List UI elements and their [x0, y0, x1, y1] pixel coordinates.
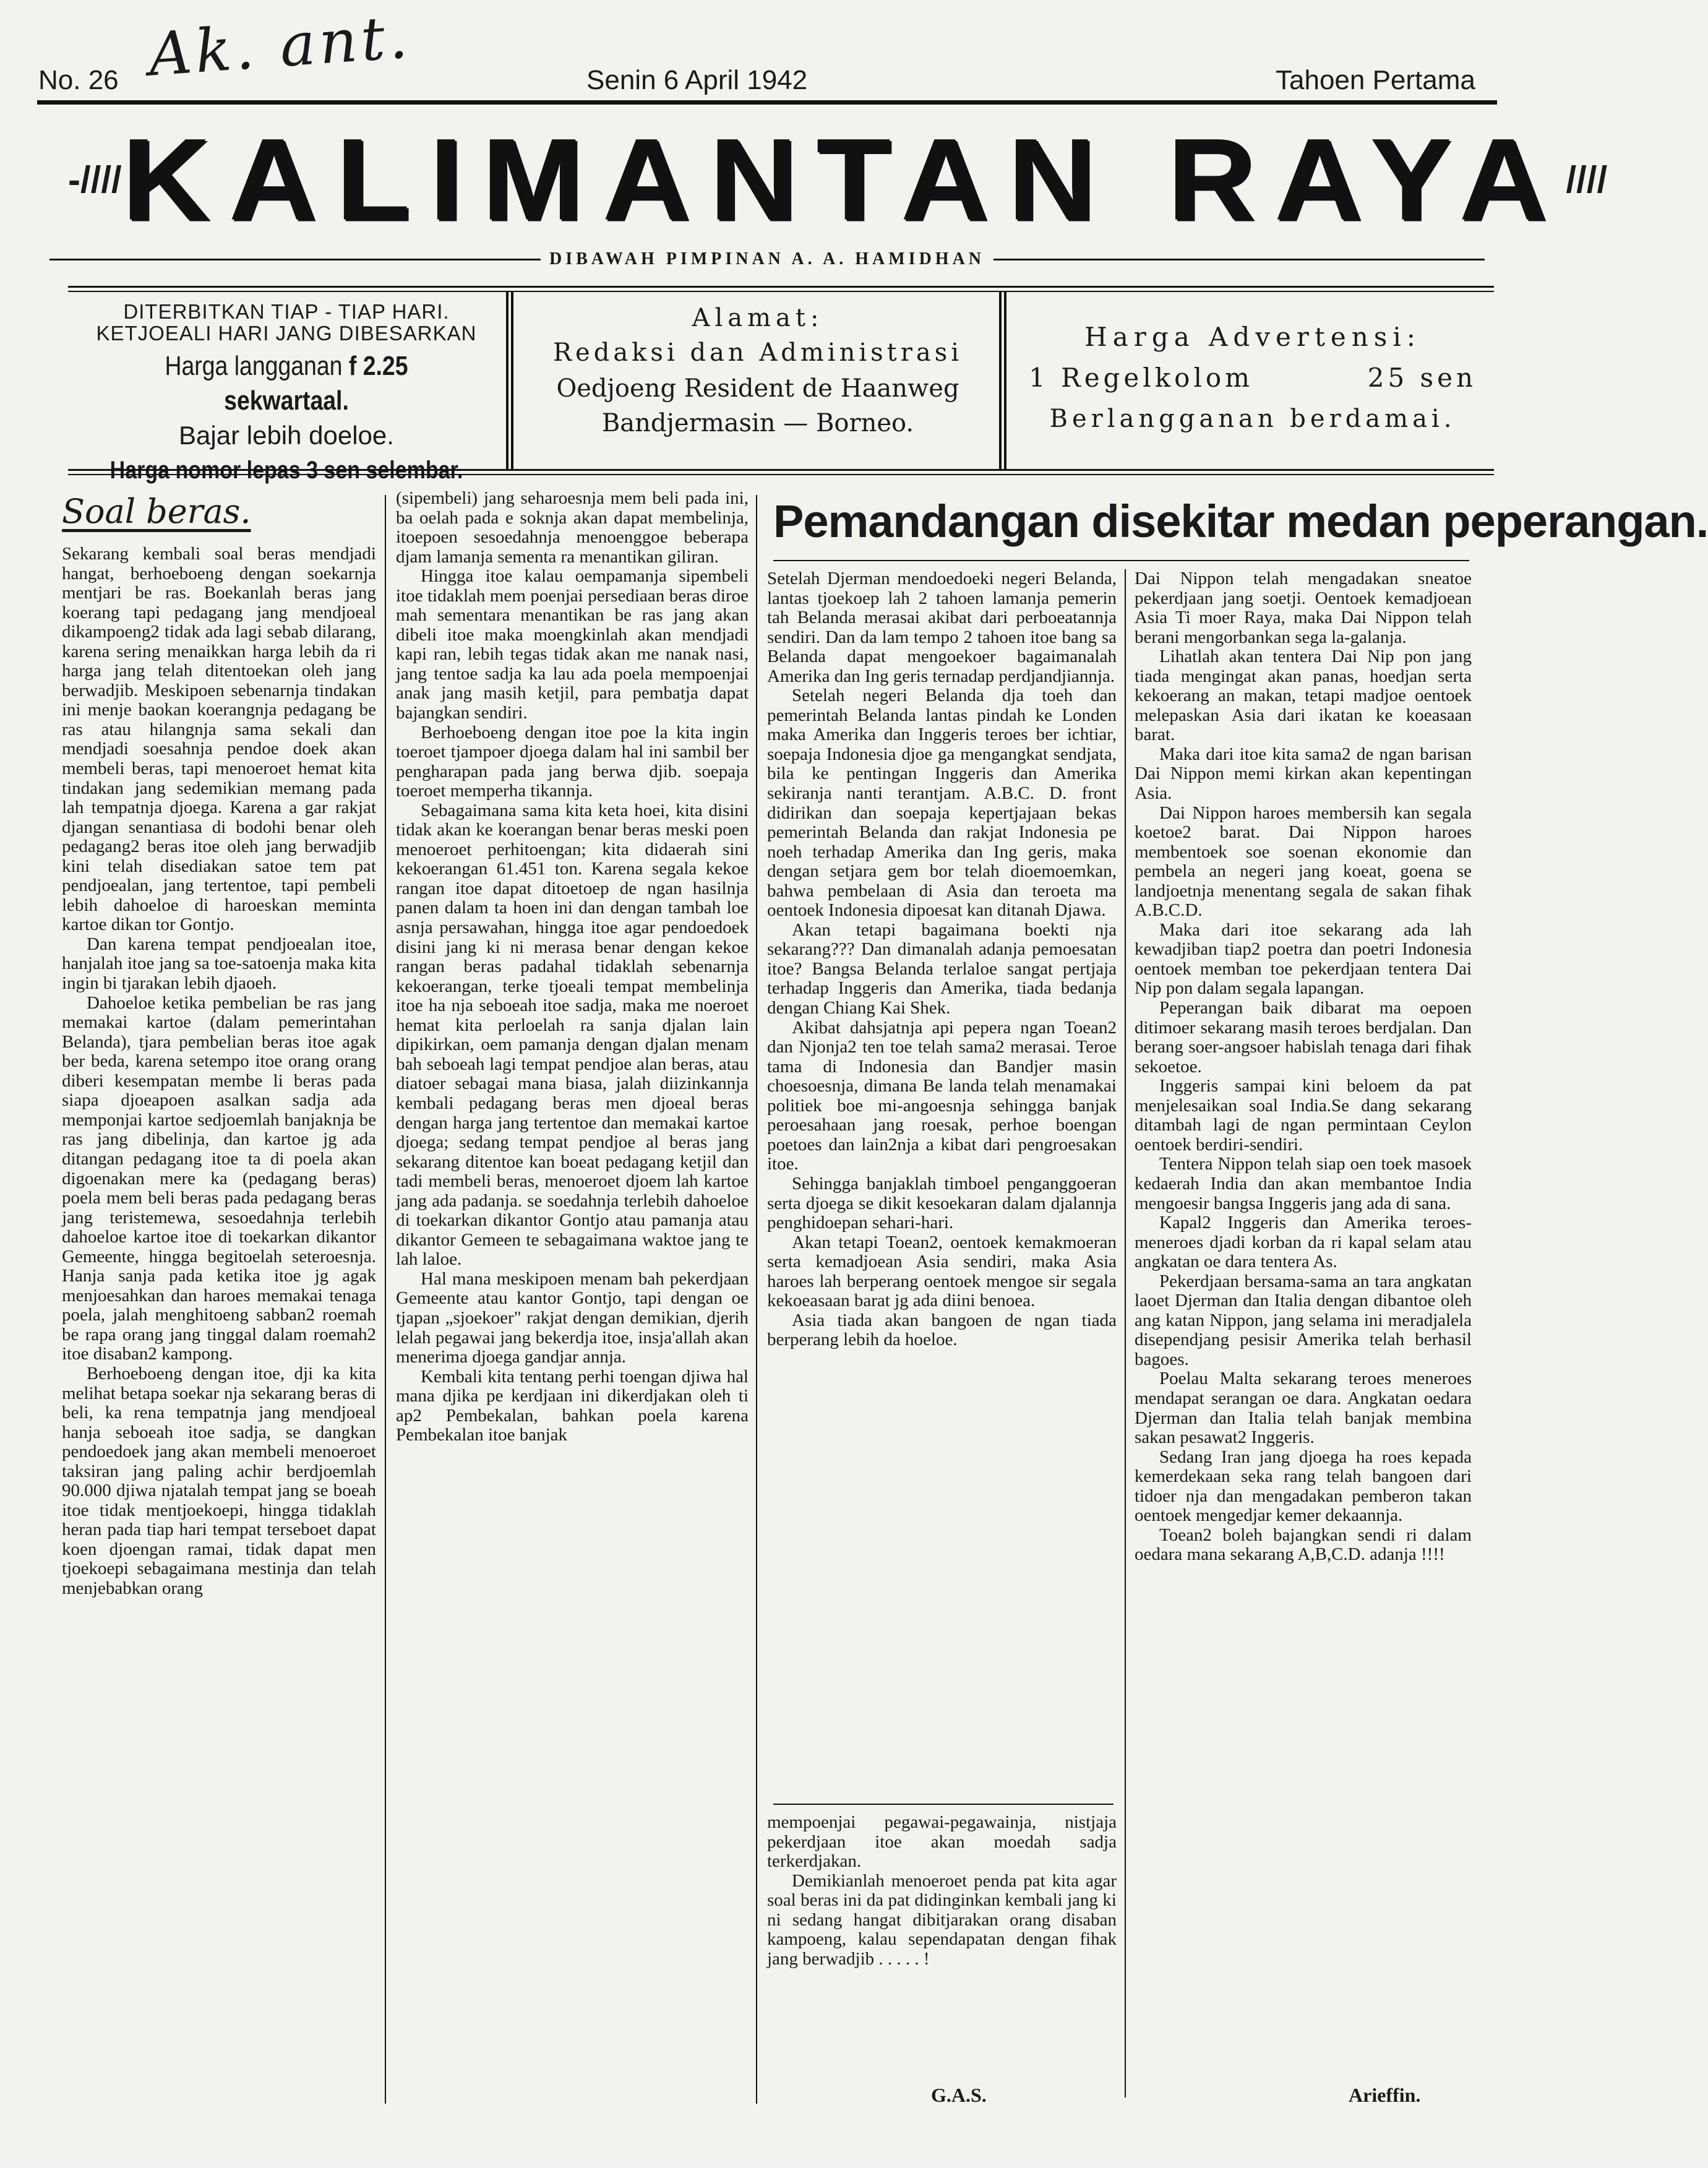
payment-in-advance: Bajar lebih doeloe. — [179, 421, 394, 450]
article-war-signature: Arieffin. — [1349, 2084, 1421, 2106]
article-rice-paragraph: Hal mana meskipoen menam bah pekerdjaan Gemeente atau kantor Gontjo, tapi dengan oe tjapan „sjoekoer" rakjat dengan demikian, djerih lelah pegawai jang bekerdja itoe, insja'allah akan menerima djoega gandjar annja. — [396, 1268, 749, 1367]
article-war-paragraph: Peperangan baik dibarat ma oepoen ditimoer sekarang masih teroes berdjalan. Dan berang soer-angsoer habislah tenaga dari fihak sekoetoe. — [1135, 998, 1472, 1077]
article-war-paragraph: Maka dari itoe kita sama2 de ngan barisan Dai Nippon memi kirkan akan kepentingan Asia. — [1135, 744, 1472, 804]
article-rice-paragraph: Demikianlah menoeroet penda pat kita agar soal beras ini da pat didinginkan kembali jang ki ni sedang hangat dibitjarakan orang disaban kampoeng, kalau sependapatan dengan fihak jang berwadjib . . . . . ! — [767, 1870, 1117, 1969]
address-line-2: Oedjoeng Resident de Haanweg — [556, 374, 959, 403]
publication-line-1: DITERBITKAN TIAP - TIAP HARI. — [123, 300, 450, 323]
editor-line-left-rule — [49, 259, 541, 260]
article-war-paragraph: Dai Nippon haroes membersih kan segala koetoe2 barat. Dai Nippon haroes membentoek soe soenan ekonomie dan pembela an negeri jang koeat, goena se landjoetnja menentang segala de sakan fihak A.B.C.D. — [1135, 802, 1472, 921]
article-war-paragraph: Sedang Iran jang djoega ha roes kepada kemerdekaan seka rang telah bangoen dari tidoer nja dan mengadakan pemberon takan oentoek mengedjar kemer dekaannja. — [1135, 1447, 1472, 1526]
address-line-1: Redaksi dan Administrasi — [552, 338, 963, 367]
article-war-paragraph: Tentera Nippon telah siap oen toek masoek kedaerah India dan akan membantoe India mengoesir bangsa Inggeris jang ada di sana. — [1135, 1154, 1472, 1213]
column-rule-1 — [385, 495, 386, 2104]
editor-line — [49, 249, 1485, 269]
article-rice-continuation-rule — [773, 1804, 1114, 1805]
subscription-price-label: Harga langganan — [165, 351, 343, 381]
article-war-paragraph: Maka dari itoe sekarang ada lah kewadjiban tiap2 poetra dan poetri Indonesia oentoek memban toe pekerdjaan tentera Dai Nip pon dalam segala lapangan. — [1135, 919, 1472, 999]
article-rice-paragraph: (sipembeli) jang seharoesnja mem beli pada ini, ba oelah pada e soknja akan dapat membelinja, itoepoen sesoedahnja menoenggoe beberapa djam lamanja sementa ra menantikan giliran. — [396, 488, 749, 567]
address-line-3: Bandjermasin — Borneo. — [601, 409, 914, 437]
article-war-paragraph: Inggeris sampai kini beloem da pat menjelesaikan soal India.Se dang sekarang ditambah lagi de ngan permintaan Ceylon oentoek berdiri-sendiri. — [1135, 1076, 1472, 1155]
article-rice-column-2 — [396, 489, 749, 1445]
article-war-column-2 — [1135, 569, 1472, 1565]
article-war-paragraph: Poelau Malta sekarang teroes meneroes mendapat serangan oe dara. Angkatan oedara Djerman dan Italia telah banjak membina sakan pesawat2 Inggeris. — [1135, 1369, 1472, 1448]
editor-line-right-rule — [993, 259, 1485, 260]
advertising-box — [1011, 291, 1494, 469]
article-war-paragraph: Sehingga banjaklah timboel penganggoeran serta djoega se dikit kesoekaran dalam djalannja penghidoepan sehari-hari. — [767, 1173, 1117, 1233]
article-rice-paragraph: Dahoeloe ketika pembelian be ras jang memakai kartoe (dalam pemerintahan Belanda), tjara pembelian beras itoe agak ber beda, karena setempo itoe orang orang diberi kesempatan membe li beras pada siapa djoeapoen asalkan sadja ada memponjai kartoe sedjoemlah banjaknja be ras jang dibelinja, dan kartoe jg ada ditangan pedagang itoe ta di poela akan digoenakan mere ka (pedagang beras) poela mem beli beras pada pedagang beras jang teristemewa, sesoedahnja terlebih dahoeloe kartoe itoe di toekarkan dikantor Gemeente, hingga begitoelah seteroesnja. Hanja sanja pada ketika itoe jg agak menjoesahkan dan haroes memakai tenaga poela, jalah menghitoeng sabban2 roemah be rapa orang jang tinggal dalam roemah2 itoe disaban2 kampong. — [62, 992, 376, 1364]
advertising-rate — [1011, 358, 1494, 398]
article-rice-paragraph: Berhoeboeng dengan itoe poe la kita ingin toeroet tjampoer djoega dalam hal ini sambil ber pengharapan pada jang berwa djib. soepaja toeroet memperha tikannja. — [396, 722, 749, 801]
article-rice-kicker: Soal beras. — [62, 492, 251, 531]
column-rule-3 — [1125, 569, 1126, 2097]
article-rice-paragraph: Sekarang kembali soal beras mendjadi hangat, berhoeboeng dengan soekarnja mentjari be ras. Boekanlah beras jang koerang tapi pedagang jang mendjoeal dikampoeng2 tidak ada lagi sebab dilarang, karena sering menaikkan harga lebih da ri harga jang telah ditentoekan oleh jang berwadjib. Meskipoen sebenarnja tindakan ini menje baokan koerangnja pedagang be ras atau hilangnja sama sekali dan mendjadi soesahnja pendoe doek akan membeli beras, tapi menoeroet hemat kita tindakan jang sedemikian memang pada lah tempatnja djoega. Karena a gar rakjat djangan senantiasa di bodohi benar oleh pedagang2 beras itoe oleh jang berwadjib kini telah disediakan satoe tem pat pendjoealan, jang tertentoe, tapi pembeli lebih dahoeloe di haroeskan meminta kartoe dikan tor Gontjo. — [62, 544, 376, 935]
article-war-paragraph: Asia tiada akan bangoen de ngan tiada berperang lebih da hoeloe. — [767, 1310, 1117, 1350]
subscription-price — [105, 349, 468, 418]
article-war-paragraph: Lihatlah akan tentera Dai Nip pon jang tiada mengingat akan panas, hoedjan serta kekoerang an makan, tetapi madjoe oentoek melepaskan Asia dari ikatan ke koeasaan barat. — [1135, 647, 1472, 745]
infobox-divider-2b — [1004, 291, 1006, 470]
article-rice-paragraph: Berhoeboeng dengan itoe, dji ka kita melihat betapa soekar nja sekarang beras di beli, ka rena tempatnja jang mendjoeal hanja seboeah itoe sadja, se dangkan pendoedoek jang akan membeli menoeroet taksiran jang paling achir berdjoemlah 90.000 djiwa njatalah tempat jang se boeah itoe tidak mentjoekoepi, hingga tidaklah heran pada tiap hari tempat terseboet dapat koen djoengan ramai, tidak dapat men tjoekoepi sebagaimana mestinja dan telah menjebabkan orang — [62, 1363, 376, 1598]
newspaper-title: KALIMANTAN RAYA — [121, 114, 1566, 244]
article-war-paragraph: Setelah negeri Belanda dja toeh dan pemerintah Belanda lantas pindah ke Londen maka Amerika dan Inggeris teroes ber ichtiar, soepaja Indonesia djoe ga mengangkat sendjata, bila ke pentingan Inggeris dan Amerika sekiranja nanti terantjam. A.B.C. D. front didirikan dan soepaja kepertjajaan bekas pemerintah Belanda dan rakjat Indonesia pe noeh terhadap Amerika dan Ing geris, maka dengan setjara gem bor telah dioemoemkan, bahwa pembelaan di Asia dan teroeta ma oentoek Indonesia dipoesat kan ditanah Djawa. — [767, 686, 1117, 921]
article-rice-signature: G.A.S. — [931, 2084, 987, 2106]
infobox-bottom-rule — [68, 469, 1494, 471]
handwritten-note: Ak. ant. — [146, 2, 414, 90]
issue-year: Tahoen Pertama — [1276, 65, 1475, 95]
article-war-headline: Pemandangan disekitar medan peperangan. — [773, 496, 1708, 547]
address-box — [521, 291, 994, 469]
advertising-rate-value: 25 sen — [1367, 363, 1477, 393]
article-rice-paragraph: Sebagaimana sama kita keta hoei, kita disini tidak akan ke koerangan benar beras meski poen menoeroet perhitoengan; kita didaerah sini kekoerangan 61.451 ton. Karena segala kekoe rangan itoe dapat ditoetoep de ngan hasilnja panen dalam ta hoen ini dan dengan tambah loe asnja persawahan, hingga itoe agar pendoedoek disini jang ki ni merasa benar dengan kekoe rangan beras padahal tidaklah sebenarnja kekoerangan, terke tjoeali tempat membelinja itoe ha nja seboeah itoe sadja, maka me noeroet hemat kita perloelah ra sanja djalan lain dipikirkan, oem pamanja dengan djalan menam bah seboeah lagi tempat pendjoe alan beras, atau diatoer sebagai mana biasa, jalah diizinkannja kembali pedagang beras men djoeal beras dengan harga jang tertentoe dan memakai kartoe djoega; sedang tempat pendjoe al beras jang sekarang ditentoe kan boeat pedagang ketjil dan tadi membeli beras, menoeroet djoem lah kartoe jang ada padanja. se soedahnja terlebih dahoeloe di toekarkan dikantor Gontjo atau pamanja atau dikantor Gemeen te sebagaimana waktoe jang te lah laloe. — [396, 800, 749, 1270]
address-heading: Alamat: — [692, 304, 824, 332]
infobox-divider-2 — [999, 291, 1002, 470]
article-rice-paragraph: Kembali kita tentang perhi toengan djiwa hal mana djika pe kerdjaan ini dikerdjakan oleh ti ap2 Pembekalan, bahkan poela karena Pembekalan itoe banjak — [396, 1366, 749, 1445]
masthead — [68, 114, 1608, 244]
infobox-divider-1b — [511, 291, 513, 470]
publication-line-2: KETJOEALI HARI JANG DIBESARKAN — [96, 322, 477, 345]
masthead-left-ornament: -//// — [68, 158, 122, 200]
article-war-paragraph: Akibat dahsjatnja api pepera ngan Toean2 dan Njonja2 ten toe telah sama2 merasai. Teroe tama di Indonesia dan Bandjer masin choesoesnja, dimana Be landa telah menamakai politiek boe mi-angoesnja sehingga banjak peroesahaan jang roesak, perhoe boengan poetoes dan lain2nja a kibat dari pengroesakan itoe. — [767, 1017, 1117, 1174]
article-war-paragraph: Kapal2 Inggeris dan Amerika teroes-meneroes djadi korban da ri kapal selam atau angkatan oe dara tentera As. — [1135, 1213, 1472, 1272]
article-rice-paragraph: Dan karena tempat pendjoealan itoe, hanjalah itoe jang sa toe-satoenja maka kita ingin bi tjarakan lebih djaoeh. — [62, 934, 376, 994]
article-war-paragraph: Akan tetapi Toean2, oentoek kemakmoeran serta kemadjoean Asia sendiri, maka Asia haroes lah berperang oentoek mengoe sir segala kekoeasaan barat jg ada diini benoea. — [767, 1232, 1117, 1311]
infobox-top-rule — [68, 286, 1494, 288]
issue-date: Senin 6 April 1942 — [586, 65, 808, 95]
headline-underline — [773, 560, 1469, 561]
editor-line-text: DIBAWAH PIMPINAN A. A. HAMIDHAN — [549, 249, 985, 269]
article-war-paragraph: Dai Nippon telah mengadakan sneatoe pekerdjaan jang soetji. Oentoek kemadjoean Asia Ti moer Raya, maka Dai Nippon telah berani mengorbankan sega la-galanja. — [1135, 569, 1472, 647]
infobox-bottom-rule-2 — [68, 474, 1494, 475]
masthead-right-ornament: //// — [1566, 158, 1608, 200]
article-war-paragraph: Toean2 boleh bajangkan sendi ri dalam oedara mana sekarang A,B,C.D. adanja !!!! — [1135, 1525, 1472, 1565]
advertising-rate-label: 1 Regelkolom — [1029, 363, 1254, 393]
article-war-paragraph: Akan tetapi bagaimana boekti nja sekarang??? Dan dimanalah adanja pemoesatan itoe? Bangsa Belanda terlaloe sangat pertjaja terhadap Inggeris dan Amerika, tiada bedanja dengan Chiang Kai Shek. — [767, 919, 1117, 1018]
column-rule-2 — [756, 495, 757, 2104]
infobox-divider-1 — [506, 291, 509, 470]
top-rule — [37, 100, 1497, 105]
article-war-paragraph: Setelah Djerman mendoedoeki negeri Belanda, lantas tjoekoep lah 2 tahoen lamanja pemerin tah Belanda merasai akibat dari perboeatannja sendiri. Dan da lam tempo 2 tahoen itoe bang sa Belanda dapat mengoekoer bagaimanalah Amerika dan Ing geris ternadap perdjandjiannja. — [767, 569, 1117, 686]
article-rice-paragraph: Hingga itoe kalau oempamanja sipembeli itoe tidaklah mem poenjai persediaan beras diroe mah sementara menantikan be ras jang akan dibeli itoe maka moengkinlah akan mendjadi kapi ran, lebih tegas tidak akan me nanak nasi, jang tentoe sadja ka lau ada poela mempoenjai anak jang masih ketjil, para pembatja dapat bajangkan sendiri. — [396, 566, 749, 723]
issue-number: No. 26 — [38, 65, 119, 95]
subscription-price-value: f 2.25 sekwartaal. — [224, 351, 408, 416]
advertising-subscription: Berlangganan berdamai. — [1049, 405, 1456, 433]
article-rice-column-1 — [62, 544, 376, 1599]
article-rice-paragraph: mempoenjai pegawai-pegawainja, nistjaja pekerdjaan itoe akan moedah sadja terkerdjakan. — [767, 1812, 1117, 1872]
article-rice-continuation — [767, 1813, 1117, 1969]
article-war-paragraph: Pekerdjaan bersama-sama an tara angkatan laoet Djerman dan Italia dengan dibantoe oleh ang katan Nippon, jang selama ini meradjalela disependjang pesisir Amerika telah berhasil bagoes. — [1135, 1271, 1472, 1369]
advertising-heading: Harga Advertensi: — [1084, 322, 1421, 352]
publication-box — [73, 291, 500, 469]
article-war-column-1 — [767, 569, 1117, 1350]
